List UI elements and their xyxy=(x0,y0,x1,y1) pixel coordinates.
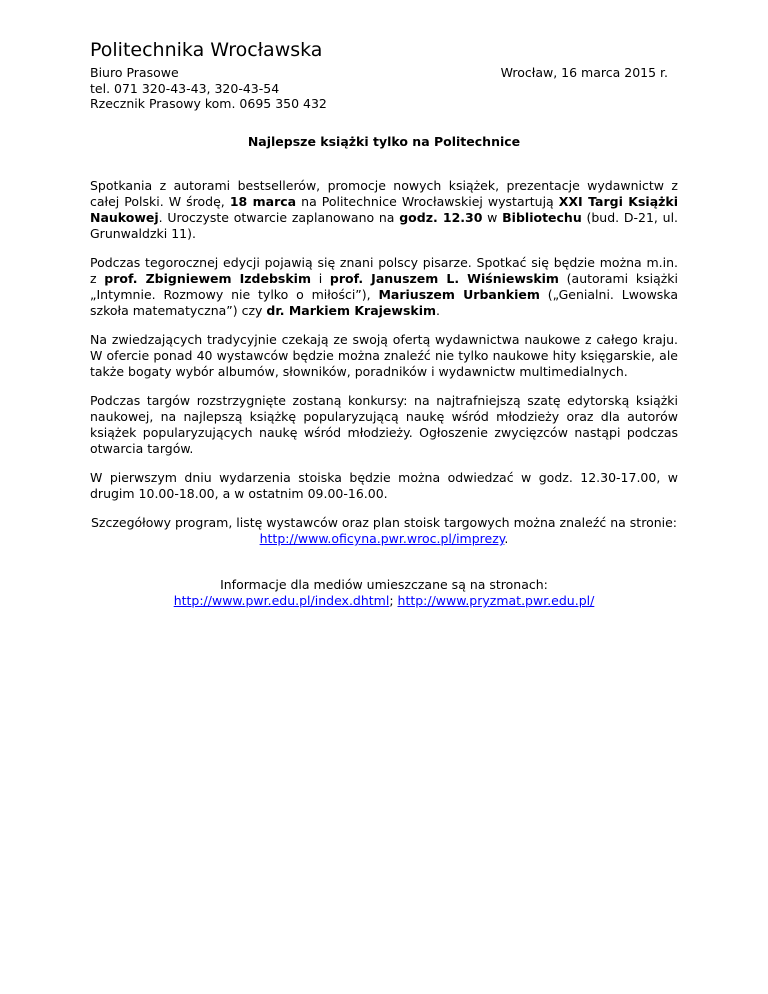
media-info: Informacje dla mediów umieszczane są na stronach: http://www.pwr.edu.pl/index.dhtml; http://www.pryzmat.pwr.edu.pl/ xyxy=(173,577,595,608)
time-highlight: godz. 12.30 xyxy=(399,210,483,225)
author-name: dr. Markiem Krajewskim xyxy=(266,303,437,318)
press-release-page xyxy=(90,38,678,609)
phone-numbers: tel. 071 320-43-43, 320-43-54 xyxy=(90,80,280,96)
pwr-link[interactable]: http://www.pwr.edu.pl/index.dhtml xyxy=(173,593,390,608)
paragraph-program: Szczegółowy program, listę wystawców oraz plan stoisk targowych można znaleźć na stronie: http://www.oficyna.pwr.wroc.pl/imprezy. xyxy=(90,515,678,546)
author-name: prof. Zbigniewem Izdebskim xyxy=(104,271,311,286)
author-name: Mariuszem Urbankiem xyxy=(378,287,540,302)
paragraph-publishers: Na zwiedzających tradycyjnie czekają ze swoją ofertą wydawnictwa naukowe z całego kraju. W ofercie ponad 40 wystawców będzie można znaleźć nie tylko naukowe hity księgarskie, ale także bogaty wybór albumów, słowników, poradników i wydawnictw multimedialnych. xyxy=(90,332,678,379)
program-link[interactable]: http://www.oficyna.pwr.wroc.pl/imprezy xyxy=(259,531,505,546)
paragraph-authors: Podczas tegorocznej edycji pojawią się znani polscy pisarze. Spotkać się będzie można m.in. z prof. Zbigniewem Izdebskim i prof. Januszem L. Wiśniewskim (autorami książki „Intymnie. Rozmowy nie tylko o miłości”), Mariuszem Urbankiem („Genialni. Lwowska szkoła matematyczna”) czy dr. Markiem Krajewskim. xyxy=(90,255,679,318)
venue-highlight: Bibliotechu xyxy=(502,210,582,225)
header-block xyxy=(90,65,678,111)
date-highlight: 18 marca xyxy=(229,194,297,209)
document-title: Najlepsze książki tylko na Politechnice xyxy=(247,134,521,149)
organization-name: Politechnika Wrocławska xyxy=(90,39,323,61)
paragraph-hours: W pierwszym dniu wydarzenia stoiska będzie można odwiedzać w godz. 12.30-17.00, w drugim 10.00-18.00, a w ostatnim 09.00-16.00. xyxy=(90,470,678,501)
event-name: XXI Targi Książki Naukowej xyxy=(90,194,679,225)
paragraph-intro: Spotkania z autorami bestsellerów, promocje nowych książek, prezentacje wydawnictw z całej Polski. W środę, 18 marca na Politechnice Wrocławskiej wystartują XXI Targi Książki Naukowej. Uroczyste otwarcie zaplanowano na godz. 12.30 w Bibliotechu (bud. D-21, ul. Grunwaldzki 11). xyxy=(90,178,679,241)
pryzmat-link[interactable]: http://www.pryzmat.pwr.edu.pl/ xyxy=(397,593,595,608)
press-office: Biuro Prasowe xyxy=(90,65,179,80)
paragraph-contests: Podczas targów rozstrzygnięte zostaną konkursy: na najtrafniejszą szatę edytorską książki naukowej, na najlepszą książkę popularyzującą naukę wśród młodzieży oraz dla autorów książek popularyzujących naukę wśród młodzieży. Ogłoszenie zwycięzców nastąpi podczas otwarcia targów. xyxy=(90,393,678,456)
author-name: prof. Januszem L. Wiśniewskim xyxy=(329,271,559,286)
spokesman-contact: Rzecznik Prasowy kom. 0695 350 432 xyxy=(90,96,327,111)
document-date: Wrocław, 16 marca 2015 r. xyxy=(500,65,668,80)
